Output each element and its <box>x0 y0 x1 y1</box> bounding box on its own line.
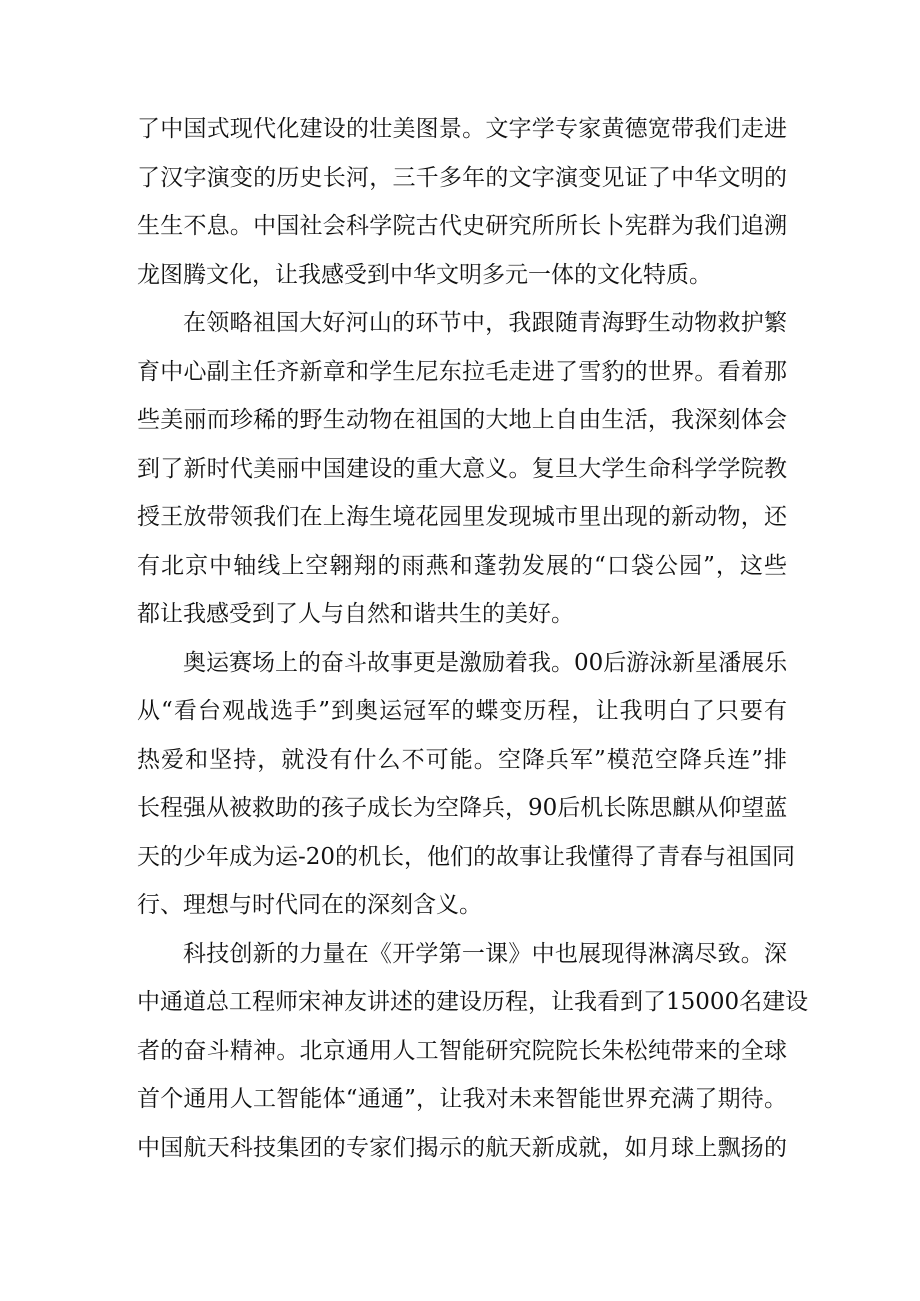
text-line: 奥运赛场上的奋斗故事更是激励着我。00后游泳新星潘展乐 <box>183 649 788 676</box>
paragraph-2 <box>137 299 787 639</box>
text-line: 天的少年成为运-20的机长，他们的故事让我懂得了青春与祖国同 <box>137 843 796 870</box>
text-line: 从“看台观战选手”到奥运冠军的蝶变历程，让我明白了只要有 <box>137 698 787 724</box>
document-page <box>137 105 809 1172</box>
text-line: 授王放带领我们在上海生境花园里发现城市里出现的新动物，还 <box>137 504 787 530</box>
text-line: 者的奋斗精神。北京通用人工智能研究院院长朱松纯带来的全球 <box>137 1037 787 1064</box>
text-line: 中国航天科技集团的专家们揭示的航天新成就，如月球上飘扬的 <box>137 1134 787 1161</box>
text-line: 了中国式现代化建设的壮美图景。文字学专家黄德宽带我们走进 <box>137 116 787 142</box>
text-line: 龙图腾文化，让我感受到中华文明多元一体的文化特质。 <box>137 261 712 288</box>
text-line: 了汉字演变的历史长河，三千多年的文字演变见证了中华文明的 <box>137 164 787 191</box>
paragraph-3 <box>137 639 796 930</box>
text-line: 首个通用人工智能体“通通”，让我对未来智能世界充满了期待。 <box>137 1086 787 1112</box>
text-line: 些美丽而珍稀的野生动物在祖国的大地上自由生活，我深刻体会 <box>137 407 787 433</box>
paragraph-1 <box>137 105 787 299</box>
text-line: 长程强从被救助的孩子成长为空降兵，90后机长陈思麒从仰望蓝 <box>137 795 788 821</box>
text-line: 行、理想与时代同在的深刻含义。 <box>137 892 482 918</box>
text-line: 育中心副主任齐新章和学生尼东拉毛走进了雪豹的世界。看着那 <box>137 358 787 385</box>
text-line: 热爱和坚持，就没有什么不可能。空降兵军”模范空降兵连”排 <box>137 746 787 773</box>
text-line: 中通道总工程师宋神友讲述的建设历程，让我看到了15000名建设 <box>137 989 809 1015</box>
text-line: 到了新时代美丽中国建设的重大意义。复旦大学生命科学学院教 <box>137 455 787 482</box>
text-line: 科技创新的力量在《开学第一课》中也展现得淋漓尽致。深 <box>183 940 787 967</box>
text-line: 在领略祖国大好河山的环节中，我跟随青海野生动物救护繁 <box>183 310 787 336</box>
paragraph-4 <box>137 930 809 1173</box>
text-line: 生生不息。中国社会科学院古代史研究所所长卜宪群为我们追溯 <box>137 213 787 239</box>
text-line: 都让我感受到了人与自然和谐共生的美好。 <box>137 601 574 627</box>
text-line: 有北京中轴线上空翱翔的雨燕和蓬勃发展的“口袋公园”，这些 <box>137 552 787 579</box>
